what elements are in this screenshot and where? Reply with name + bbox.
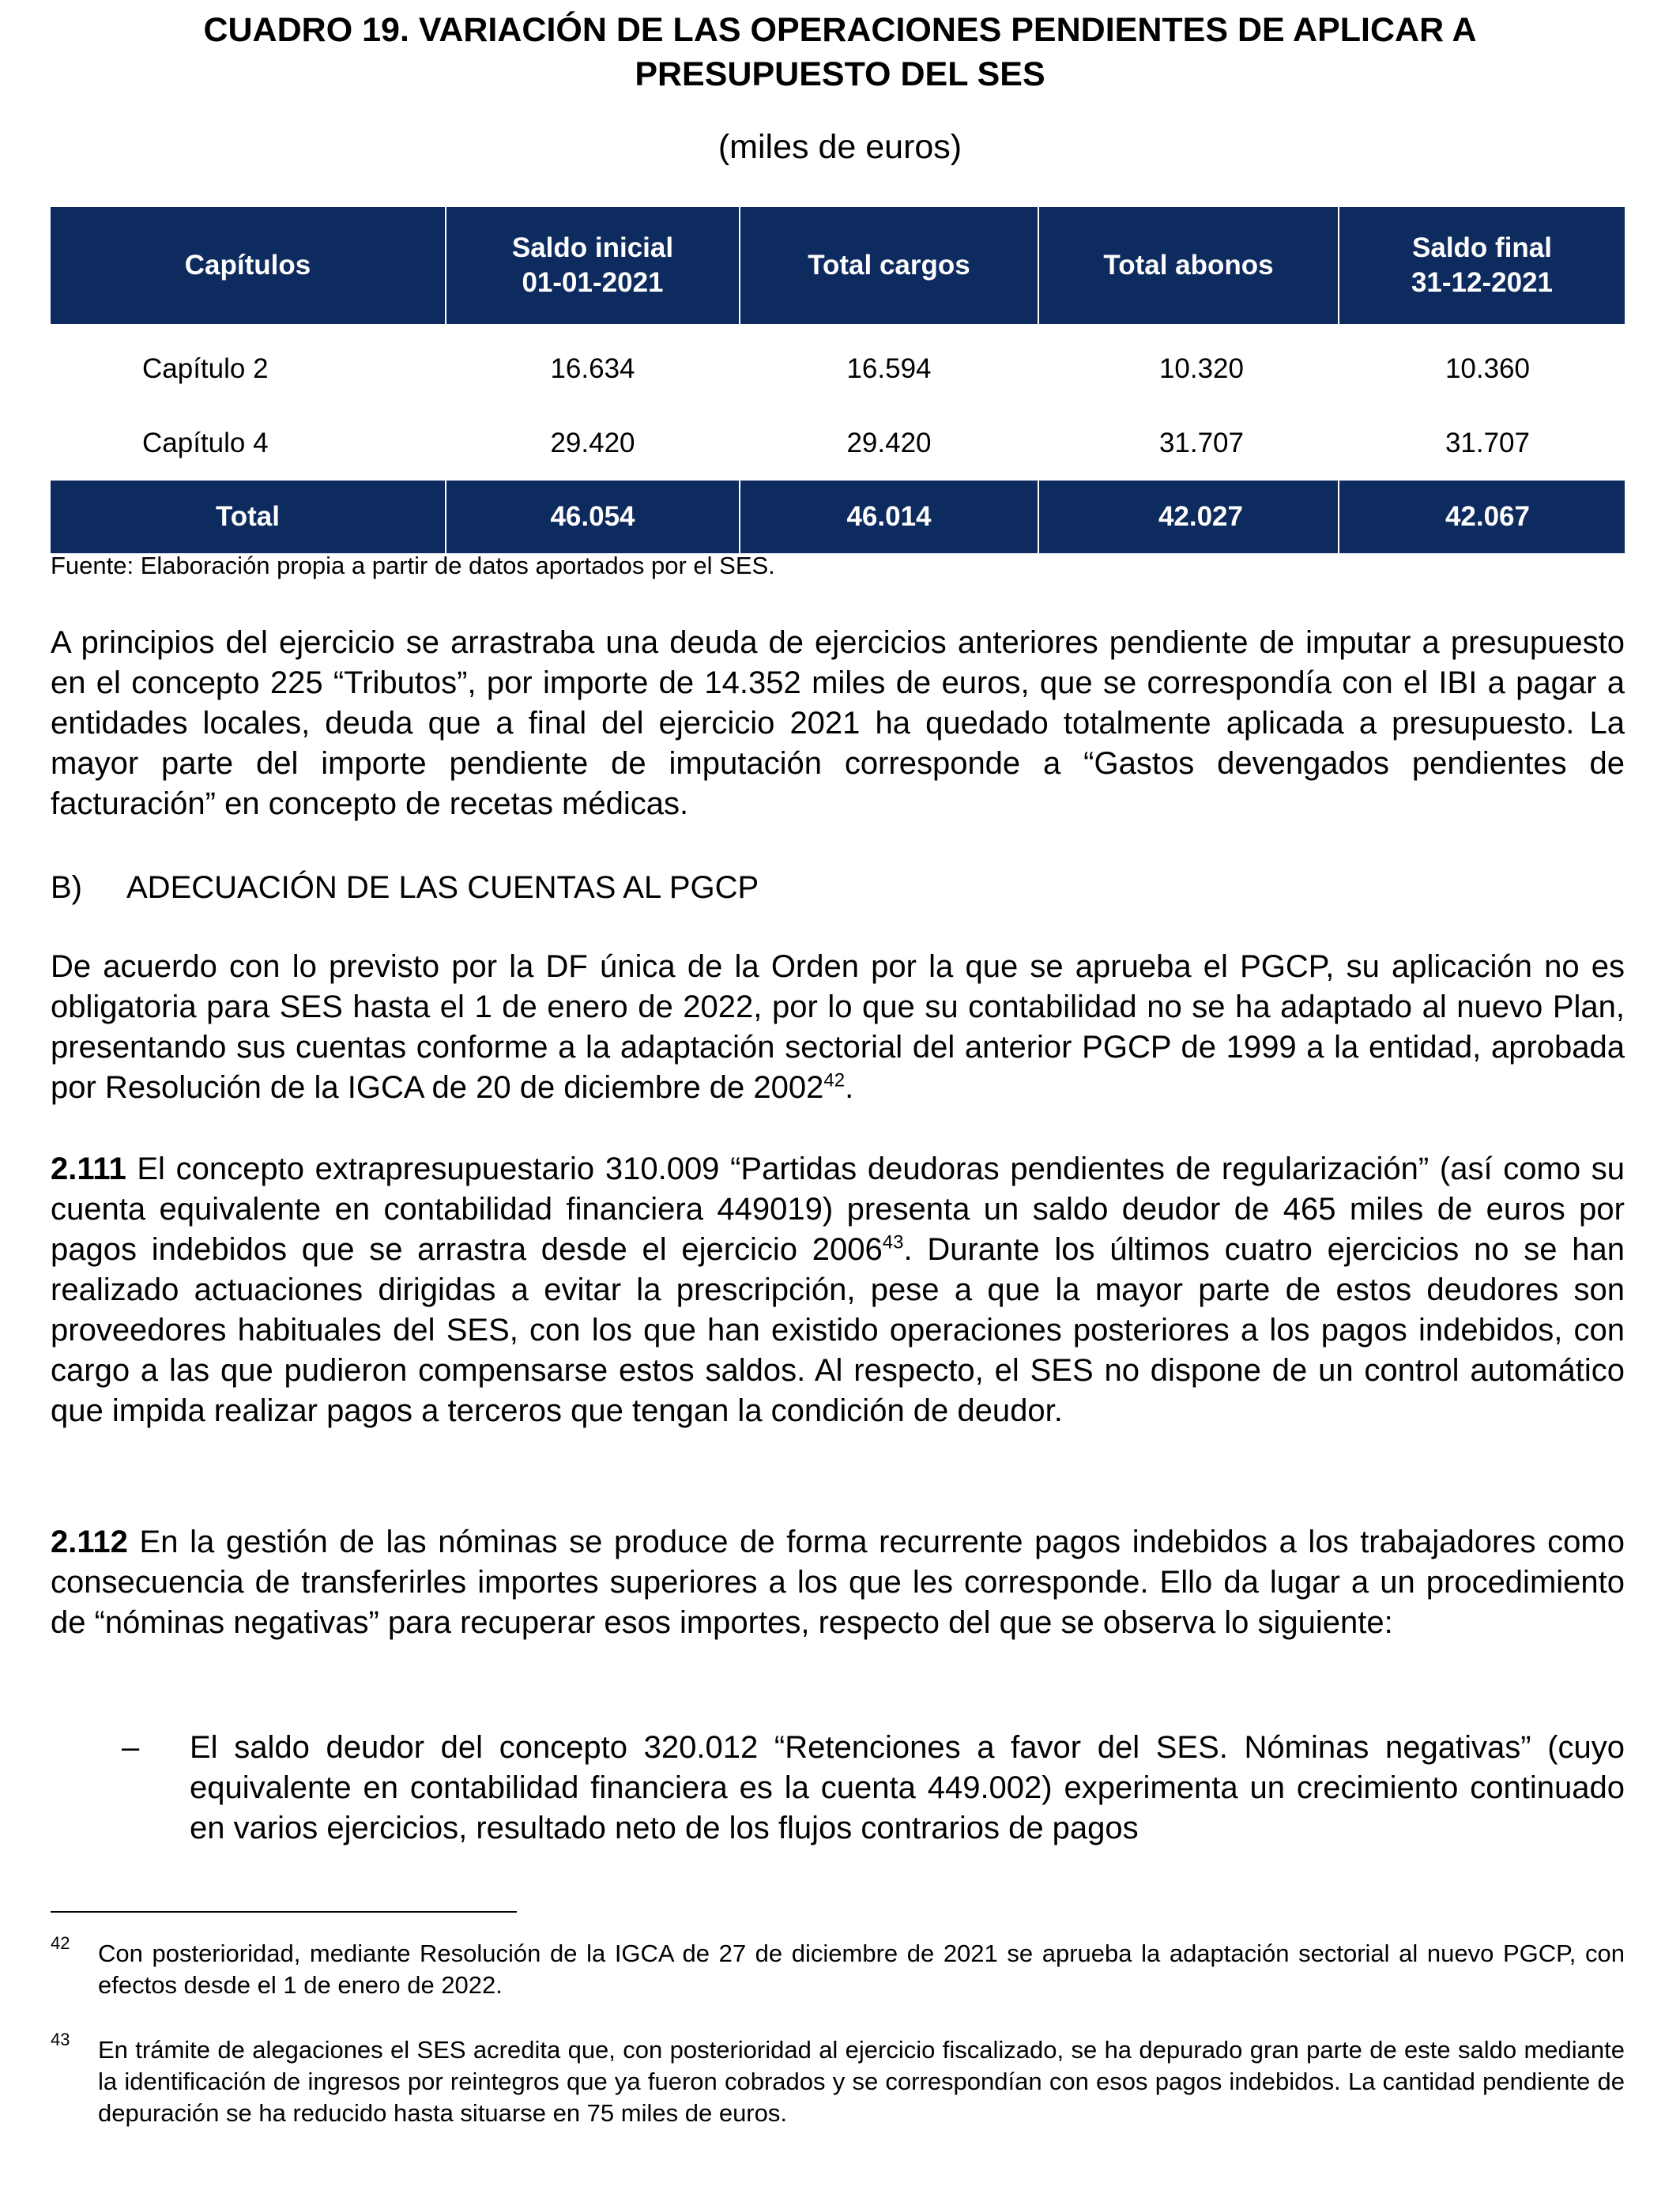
total-saldo-final: 42.067 <box>1339 481 1625 553</box>
header-saldo-inicial-line2: 01-01-2021 <box>522 267 664 298</box>
paragraph-pgcp-text: De acuerdo con lo previsto por la DF única de la Orden por la que se aprueba el PGCP, su aplicación no es obligatoria para SES hasta el 1 de enero de 2022, por lo que su contabilidad no se ha adaptado al nuevo Plan, presentando sus cuentas conforme a la adaptación sectorial del anterior PGCP de 1999 a la entidad, aprobada por Resolución de la IGCA de 20 de diciembre de 2002 <box>51 949 1625 1105</box>
table-source-note: Fuente: Elaboración propia a partir de datos aportados por el SES. <box>51 552 775 579</box>
header-saldo-final-line1: Saldo final <box>1412 232 1552 263</box>
table-title <box>0 8 1680 96</box>
table-total-row <box>51 481 1625 553</box>
cell-total-cargos: 29.420 <box>846 428 932 458</box>
total-total-cargos: 46.014 <box>740 481 1038 553</box>
operations-table <box>51 207 1625 553</box>
total-label: Total <box>51 481 446 553</box>
header-total-abonos: Total abonos <box>1038 207 1339 324</box>
section-letter: B) <box>51 870 82 905</box>
cell-saldo-inicial: 16.634 <box>550 353 635 384</box>
paragraph-2-111 <box>51 1149 1625 1431</box>
footnote-text: En trámite de alegaciones el SES acredita que, con posterioridad al ejercicio fiscalizado, se ha depurado gran parte de este saldo mediante la identificación de ingresos por reintegros que ya fueron cobrados y se correspondían con esos pagos indebidos. La cantidad pendiente de depuración se ha reducido hasta situarse en 75 miles de euros. <box>98 2036 1625 2127</box>
cell-total-cargos: 16.594 <box>846 353 932 384</box>
footnote-separator <box>51 1911 517 1913</box>
table-title-line1: CUADRO 19. VARIACIÓN DE LAS OPERACIONES PENDIENTES DE APLICAR A <box>203 11 1477 49</box>
paragraph-pgcp-end: . <box>845 1070 854 1105</box>
footnote-number: 42 <box>51 1933 70 1953</box>
paragraph-number: 2.112 <box>51 1525 128 1559</box>
cell-saldo-inicial: 29.420 <box>550 428 635 458</box>
section-heading-b <box>51 868 759 908</box>
paragraph-2-111-text-b: . Durante los últimos cuatro ejercicios no se han realizado actuaciones dirigidas a evitar la prescripción, pese a que la mayor parte de estos deudores son proveedores habituales del SES, con los que han existido operaciones posteriores a los pagos indebidos, con cargo a las que pudieron compensarse estos saldos. Al respecto, el SES no dispone de un control automático que impida realizar pagos a terceros que tengan la condición de deudor. <box>51 1232 1625 1428</box>
footnote-text: Con posterioridad, mediante Resolución de la IGCA de 27 de diciembre de 2021 se aprueba la adaptación sectorial al nuevo PGCP, con efectos desde el 1 de enero de 2022. <box>98 1940 1625 1999</box>
paragraph-2-112 <box>51 1522 1625 1643</box>
table-title-line2: PRESUPUESTO DEL SES <box>635 55 1045 93</box>
header-total-cargos: Total cargos <box>740 207 1038 324</box>
section-title: ADECUACIÓN DE LAS CUENTAS AL PGCP <box>126 870 759 905</box>
footnote-number: 43 <box>51 2030 70 2049</box>
table-units: (miles de euros) <box>718 128 962 166</box>
bullet-item: El saldo deudor del concepto 320.012 “Retenciones a favor del SES. Nóminas negativas” (cuyo equivalente en contabilidad financiera es la cuenta 449.002) experimenta un crecimiento continuado en varios ejercicios, resultado neto de los flujos contrarios de pagos <box>190 1730 1625 1845</box>
header-saldo-inicial <box>446 207 740 324</box>
paragraph-pgcp <box>51 947 1625 1108</box>
cell-total-abonos: 31.707 <box>1158 428 1244 458</box>
paragraph-number: 2.111 <box>51 1152 126 1186</box>
header-capitulos: Capítulos <box>51 207 446 324</box>
table-row <box>51 406 1625 481</box>
bullet-dash-icon: – <box>122 1730 140 1765</box>
total-total-abonos: 42.027 <box>1038 481 1339 553</box>
row-label: Capítulo 4 <box>142 428 269 458</box>
table-header-row <box>51 207 1625 324</box>
paragraph-2-112-text: En la gestión de las nóminas se produce de forma recurrente pagos indebidos a los trabajadores como consecuencia de transferirles importes superiores a los que les corresponde. Ello da lugar a un procedimiento de “nóminas negativas” para recuperar esos importes, respecto del que se observa lo siguiente: <box>51 1525 1625 1640</box>
cell-saldo-final: 10.360 <box>1445 353 1530 384</box>
footnote-ref-43: 43 <box>882 1231 904 1253</box>
paragraph-ibi: A principios del ejercicio se arrastraba una deuda de ejercicios anteriores pendiente de imputar a presupuesto en el concepto 225 “Tributos”, por importe de 14.352 miles de euros, que se correspondía con el IBI a pagar a entidades locales, deuda que a final del ejercicio 2021 ha quedado totalmente aplicada a presupuesto. La mayor parte del importe pendiente de imputación corresponde a “Gastos devengados pendientes de facturación” en concepto de recetas médicas. <box>51 625 1625 821</box>
cell-total-abonos: 10.320 <box>1158 353 1244 384</box>
table-row <box>51 324 1625 406</box>
header-saldo-inicial-line1: Saldo inicial <box>511 232 674 263</box>
total-saldo-inicial: 46.054 <box>446 481 740 553</box>
paragraph-2-111-text-a: El concepto extrapresupuestario 310.009 “Partidas deudoras pendientes de regularización” (así como su cuenta equivalente en contabilidad financiera 449019) presenta un saldo deudor de 465 miles de euros por pagos indebidos que se arrastra desde el ejercicio 2006 <box>51 1152 1625 1267</box>
cell-saldo-final: 31.707 <box>1445 428 1530 458</box>
footnote-ref-42: 42 <box>823 1069 846 1091</box>
header-saldo-final <box>1339 207 1625 324</box>
row-label: Capítulo 2 <box>142 353 269 384</box>
header-saldo-final-line2: 31-12-2021 <box>1411 267 1554 298</box>
